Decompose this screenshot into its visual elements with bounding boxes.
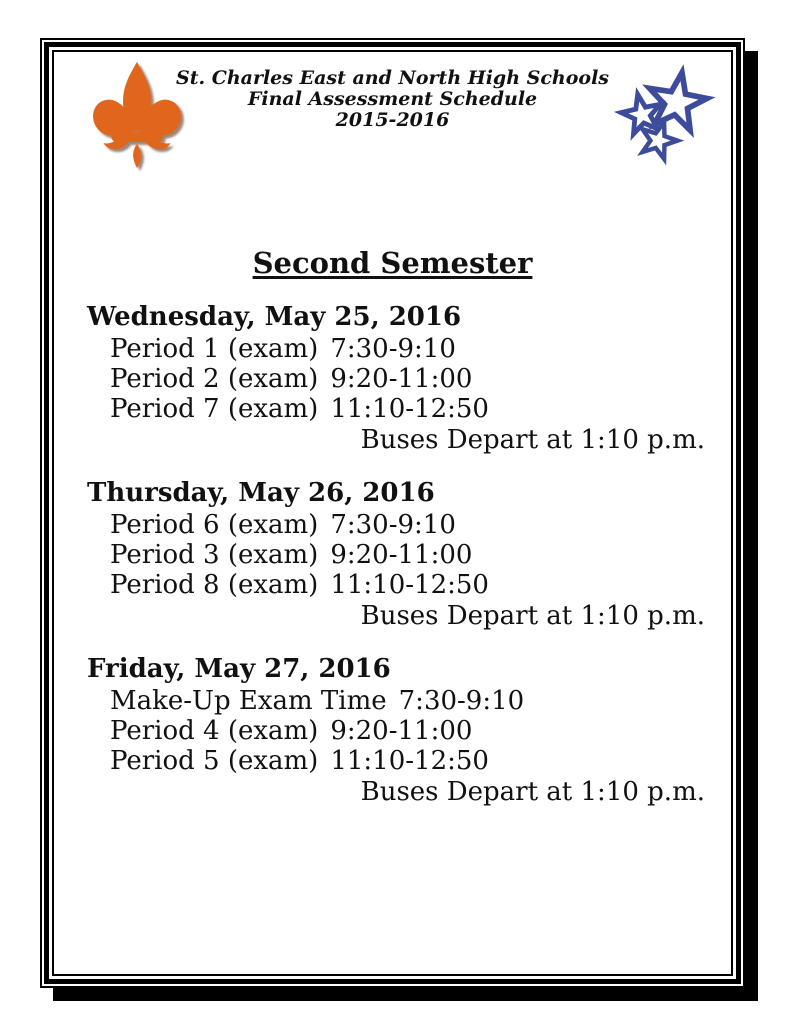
- exam-label: Period 3 (exam): [110, 540, 319, 570]
- document-frame-mid: [44, 42, 741, 984]
- document-frame: [40, 38, 745, 988]
- exam-time: 11:10-12:50: [330, 570, 489, 600]
- exam-label: Period 1 (exam): [110, 334, 319, 364]
- day-section-wednesday: [54, 300, 731, 456]
- school-year: 2015-2016: [335, 109, 450, 131]
- document-page: [52, 50, 733, 976]
- buses-note: Buses Depart at 1:10 p.m.: [360, 777, 705, 807]
- exam-label: Period 5 (exam): [110, 746, 319, 776]
- document-header: [54, 58, 731, 170]
- exam-label: Make-Up Exam Time: [110, 686, 387, 716]
- day-heading: Friday, May 27, 2016: [87, 654, 391, 684]
- fleur-de-lis-icon: [90, 60, 184, 170]
- exam-row: [110, 334, 731, 364]
- section-title: Second Semester: [252, 246, 533, 280]
- exam-time: 7:30-9:10: [330, 334, 456, 364]
- exam-time: 7:30-9:10: [398, 686, 525, 716]
- day-heading: Wednesday, May 25, 2016: [87, 302, 462, 332]
- exam-label: Period 7 (exam): [110, 394, 319, 424]
- buses-note: Buses Depart at 1:10 p.m.: [360, 601, 705, 631]
- exam-row: [110, 540, 731, 570]
- triple-star-icon: [599, 60, 727, 168]
- exam-row: [110, 364, 731, 394]
- exam-time: 7:30-9:10: [330, 510, 456, 540]
- exam-time: 11:10-12:50: [330, 746, 489, 776]
- exam-time: 11:10-12:50: [330, 394, 489, 424]
- exam-row: [110, 716, 731, 746]
- exam-row: [110, 570, 731, 600]
- exam-row: [110, 394, 731, 424]
- day-heading: Thursday, May 26, 2016: [87, 478, 435, 508]
- exam-time: 9:20-11:00: [330, 716, 473, 746]
- exam-label: Period 4 (exam): [110, 716, 319, 746]
- day-section-friday: [54, 652, 731, 808]
- exam-label: Period 8 (exam): [110, 570, 319, 600]
- day-section-thursday: [54, 476, 731, 632]
- exam-label: Period 6 (exam): [110, 510, 319, 540]
- exam-row: [110, 686, 731, 716]
- buses-note: Buses Depart at 1:10 p.m.: [360, 425, 705, 455]
- exam-time: 9:20-11:00: [330, 540, 473, 570]
- exam-row: [110, 746, 731, 776]
- exam-label: Period 2 (exam): [110, 364, 319, 394]
- school-name: St. Charles East and North High Schools: [175, 67, 609, 89]
- exam-row: [110, 510, 731, 540]
- exam-time: 9:20-11:00: [330, 364, 473, 394]
- schedule-title: Final Assessment Schedule: [247, 88, 538, 110]
